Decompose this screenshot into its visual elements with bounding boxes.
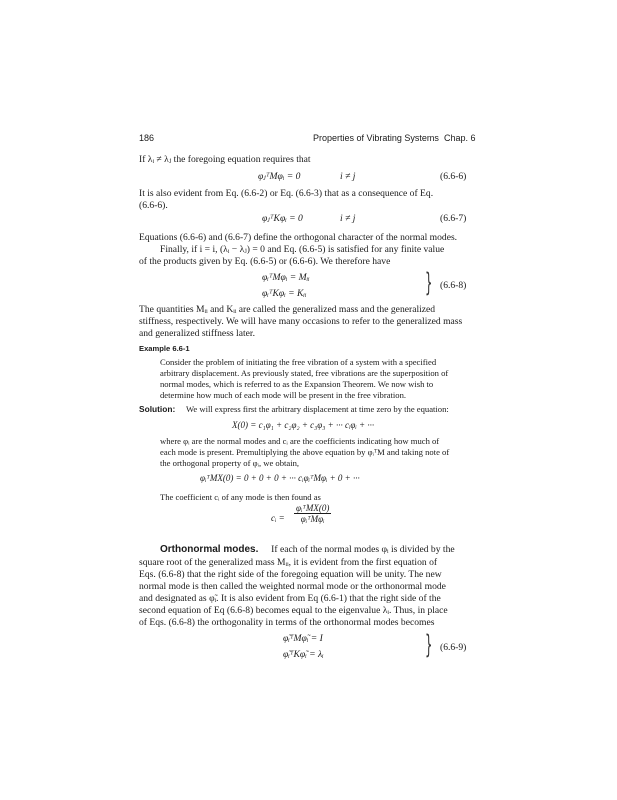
equation-6-6-6-condition: i ≠ j xyxy=(340,171,356,182)
solution-line-1: We will express first the arbitrary displacement at time zero by the equation: xyxy=(186,404,449,414)
equation-ci-denominator: φᵢᵀMφᵢ xyxy=(300,514,325,524)
paragraph-3-line-2: Finally, if i = i, (λᵢ − λⱼ) = 0 and Eq. (6.6-5) is satisfied for any finite value xyxy=(160,244,445,255)
equation-6-6-7-condition: i ≠ j xyxy=(340,213,356,224)
equation-x0-expansion: X(0) = c₁φ₁ + c₂φ₂ + c₃φ₃ + ··· cᵢφᵢ + ··· xyxy=(232,420,375,430)
equation-number-6-6-9: (6.6-9) xyxy=(440,642,467,653)
solution-line-2: where φᵢ are the normal modes and cᵢ are the coefficients indicating how much of xyxy=(160,436,440,446)
paragraph-4-line-2: stiffness, respectively. We will have many occasions to refer to the generalized mass xyxy=(139,316,463,327)
section-heading-orthonormal-modes: Orthonormal modes. xyxy=(160,544,259,555)
orthonormal-paragraph-line-1 xyxy=(160,544,455,556)
paragraph-4-line-3: and generalized stiffness later. xyxy=(139,328,255,339)
paragraph-2-line-2: (6.6-6). xyxy=(139,200,168,211)
equation-6-6-6: φⱼᵀMφᵢ = 0 xyxy=(258,171,301,182)
orthonormal-paragraph-line-3: Eqs. (6.6-8) that the right side of the foregoing equation will be unity. The new xyxy=(139,569,442,580)
orthonormal-paragraph-line-2: square root of the generalized mass Mᵢᵢ, it is evident from the first equation of xyxy=(139,557,438,568)
orthonormal-line-1-text: If each of the normal modes φᵢ is divided by the xyxy=(271,544,455,555)
brace-symbol: } xyxy=(425,268,433,298)
equation-number-6-6-7: (6.6-7) xyxy=(440,213,467,224)
example-line-2: arbitrary displacement. As previously stated, free vibrations are the superposition of xyxy=(160,368,449,378)
equation-ci-lhs: cᵢ = xyxy=(271,513,285,523)
chapter-label: Chap. 6 xyxy=(444,133,476,143)
paragraph-3-line-1: Equations (6.6-6) and (6.6-7) define the orthogonal character of the normal modes. xyxy=(139,232,458,243)
equation-projection: φᵢᵀMX(0) = 0 + 0 + 0 + ··· cᵢφᵢᵀMφᵢ + 0 + ··· xyxy=(200,473,360,483)
solution-line-4: the orthogonal property of φᵢ, we obtain, xyxy=(160,458,300,468)
orthonormal-paragraph-line-4: normal mode is then called the weighted normal mode or the orthonormal mode xyxy=(139,581,446,592)
equation-6-6-9-line-2: φ̃ᵢᵀKφ̃ᵢ = λᵢ xyxy=(283,649,324,660)
example-title: Example 6.6-1 xyxy=(139,344,190,353)
solution-line-3: each mode is present. Premultiplying the above equation by φᵢᵀM and taking note of xyxy=(160,447,450,457)
orthonormal-paragraph-line-5: and designated as φ̃ᵢ. It is also evident from Eq (6.6-1) that the right side of the xyxy=(139,593,441,604)
paragraph-1: If λᵢ ≠ λⱼ the foregoing equation requires that xyxy=(139,154,311,165)
page-number: 186 xyxy=(139,133,155,143)
orthonormal-paragraph-line-6: second equation of Eq (6.6-8) becomes equal to the eigenvalue λᵢ. Thus, in place xyxy=(139,605,448,616)
equation-number-6-6-6: (6.6-6) xyxy=(440,171,467,182)
orthonormal-paragraph-line-7: of Eqs. (6.6-8) the orthogonality in terms of the orthonormal modes becomes xyxy=(139,617,435,628)
paragraph-2-line-1: It is also evident from Eq. (6.6-2) or Eq. (6.6-3) that as a consequence of Eq. xyxy=(139,188,434,199)
equation-6-6-8-line-2: φᵢᵀKφᵢ = Kᵢᵢ xyxy=(262,288,307,299)
solution-line-5: The coefficient cᵢ of any mode is then found as xyxy=(160,492,321,502)
equation-ci-fraction xyxy=(294,503,331,524)
example-line-4: determine how much of each mode will be present in the free vibration. xyxy=(160,390,407,400)
equation-6-6-7: φⱼᵀKφᵢ = 0 xyxy=(262,213,303,224)
chapter-title: Properties of Vibrating Systems xyxy=(313,133,439,143)
solution-label: Solution: xyxy=(139,404,176,414)
example-line-3: normal modes, which is referred to as the Expansion Theorem. We now wish to xyxy=(160,379,434,389)
brace-symbol-2: } xyxy=(425,630,433,660)
equation-6-6-8-line-1: φᵢᵀMφᵢ = Mᵢᵢ xyxy=(262,272,310,283)
equation-ci-numerator: φᵢᵀMX(0) xyxy=(296,503,330,513)
paragraph-3-line-3: of the products given by Eq. (6.6-5) or (6.6-6). We therefore have xyxy=(139,256,391,267)
equation-number-6-6-8: (6.6-8) xyxy=(440,280,467,291)
example-line-1: Consider the problem of initiating the free vibration of a system with a specified xyxy=(160,357,437,367)
equation-6-6-9-line-1: φ̃ᵢᵀMφ̃ᵢ = I xyxy=(283,633,323,644)
paragraph-4-line-1: The quantities Mᵢᵢ and Kᵢᵢ are called the generalized mass and the generalized xyxy=(139,304,436,315)
